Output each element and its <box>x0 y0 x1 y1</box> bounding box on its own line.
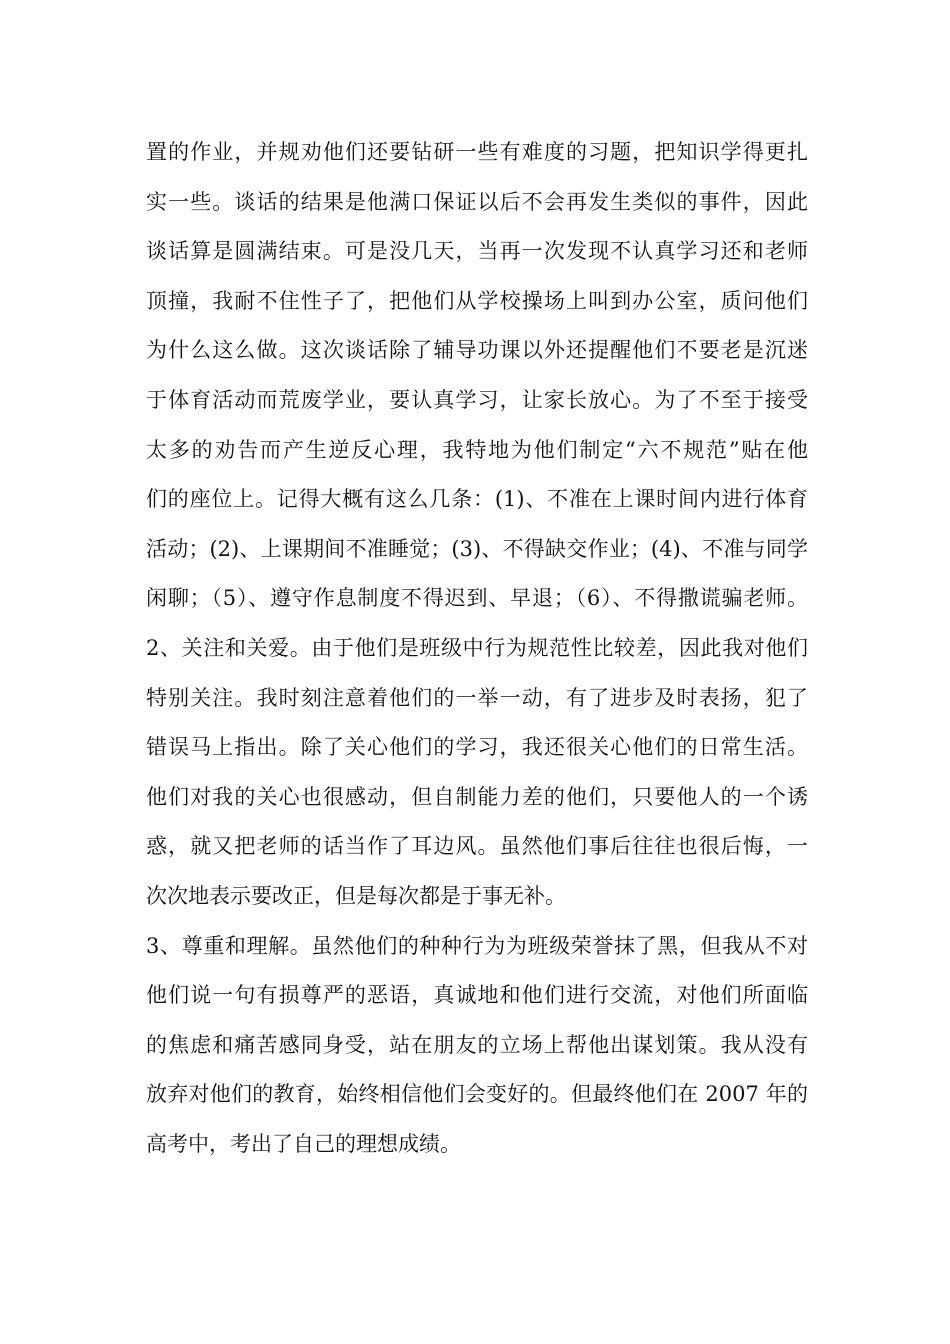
text-line: 3、尊重和理解。虽然他们的种种行为为班级荣誉抹了黑，但我从不对 <box>146 933 808 958</box>
text-line: 的焦虑和痛苦感同身受，站在朋友的立场上帮他出谋划策。我从没有 <box>146 1032 808 1057</box>
text-line: 活动；(2)、上课期间不准睡觉；(3)、不得缺交作业；(4)、不准与同学 <box>146 536 808 561</box>
text-line: 错误马上指出。除了关心他们的学习，我还很关心他们的日常生活。 <box>146 735 808 760</box>
text-line: 他们对我的关心也很感动，但自制能力差的他们，只要他人的一个诱 <box>146 784 808 809</box>
text-line: 次次地表示要改正，但是每次都是于事无补。 <box>146 883 566 908</box>
text-line: 他们说一句有损尊严的恶语，真诚地和他们进行交流，对他们所面临 <box>146 983 808 1008</box>
text-line: 太多的劝告而产生逆反心理，我特地为他们制定“六不规范”贴在他 <box>146 437 808 462</box>
text-line: 2、关注和关爱。由于他们是班级中行为规范性比较差，因此我对他们 <box>146 635 808 660</box>
text-line: 高考中，考出了自己的理想成绩。 <box>146 1131 461 1156</box>
text-line: 为什么这么做。这次谈话除了辅导功课以外还提醒他们不要老是沉迷 <box>146 338 808 363</box>
text-line: 放弃对他们的教育，始终相信他们会变好的。但最终他们在 2007 年的 <box>146 1082 808 1107</box>
text-line: 实一些。谈话的结果是他满口保证以后不会再发生类似的事件，因此 <box>146 189 808 214</box>
body-text <box>146 128 808 1169</box>
text-line: 置的作业，并规劝他们还要钻研一些有难度的习题，把知识学得更扎 <box>146 140 808 164</box>
text-line: 于体育活动而荒废学业，要认真学习，让家长放心。为了不至于接受 <box>146 387 808 412</box>
text-line: 特别关注。我时刻注意着他们的一举一动，有了进步及时表扬，犯了 <box>146 685 808 710</box>
text-line: 顶撞，我耐不住性子了，把他们从学校操场上叫到办公室，质问他们 <box>146 288 808 313</box>
text-line: 闲聊；（5）、遵守作息制度不得迟到、早退；（6）、不得撒谎骗老师。 <box>146 586 808 611</box>
text-line: 惑，就又把老师的话当作了耳边风。虽然他们事后往往也很后悔，一 <box>146 834 808 859</box>
text-line: 们的座位上。记得大概有这么几条：(1)、不准在上课时间内进行体育 <box>146 487 808 512</box>
text-line: 谈话算是圆满结束。可是没几天，当再一次发现不认真学习还和老师 <box>146 239 808 264</box>
